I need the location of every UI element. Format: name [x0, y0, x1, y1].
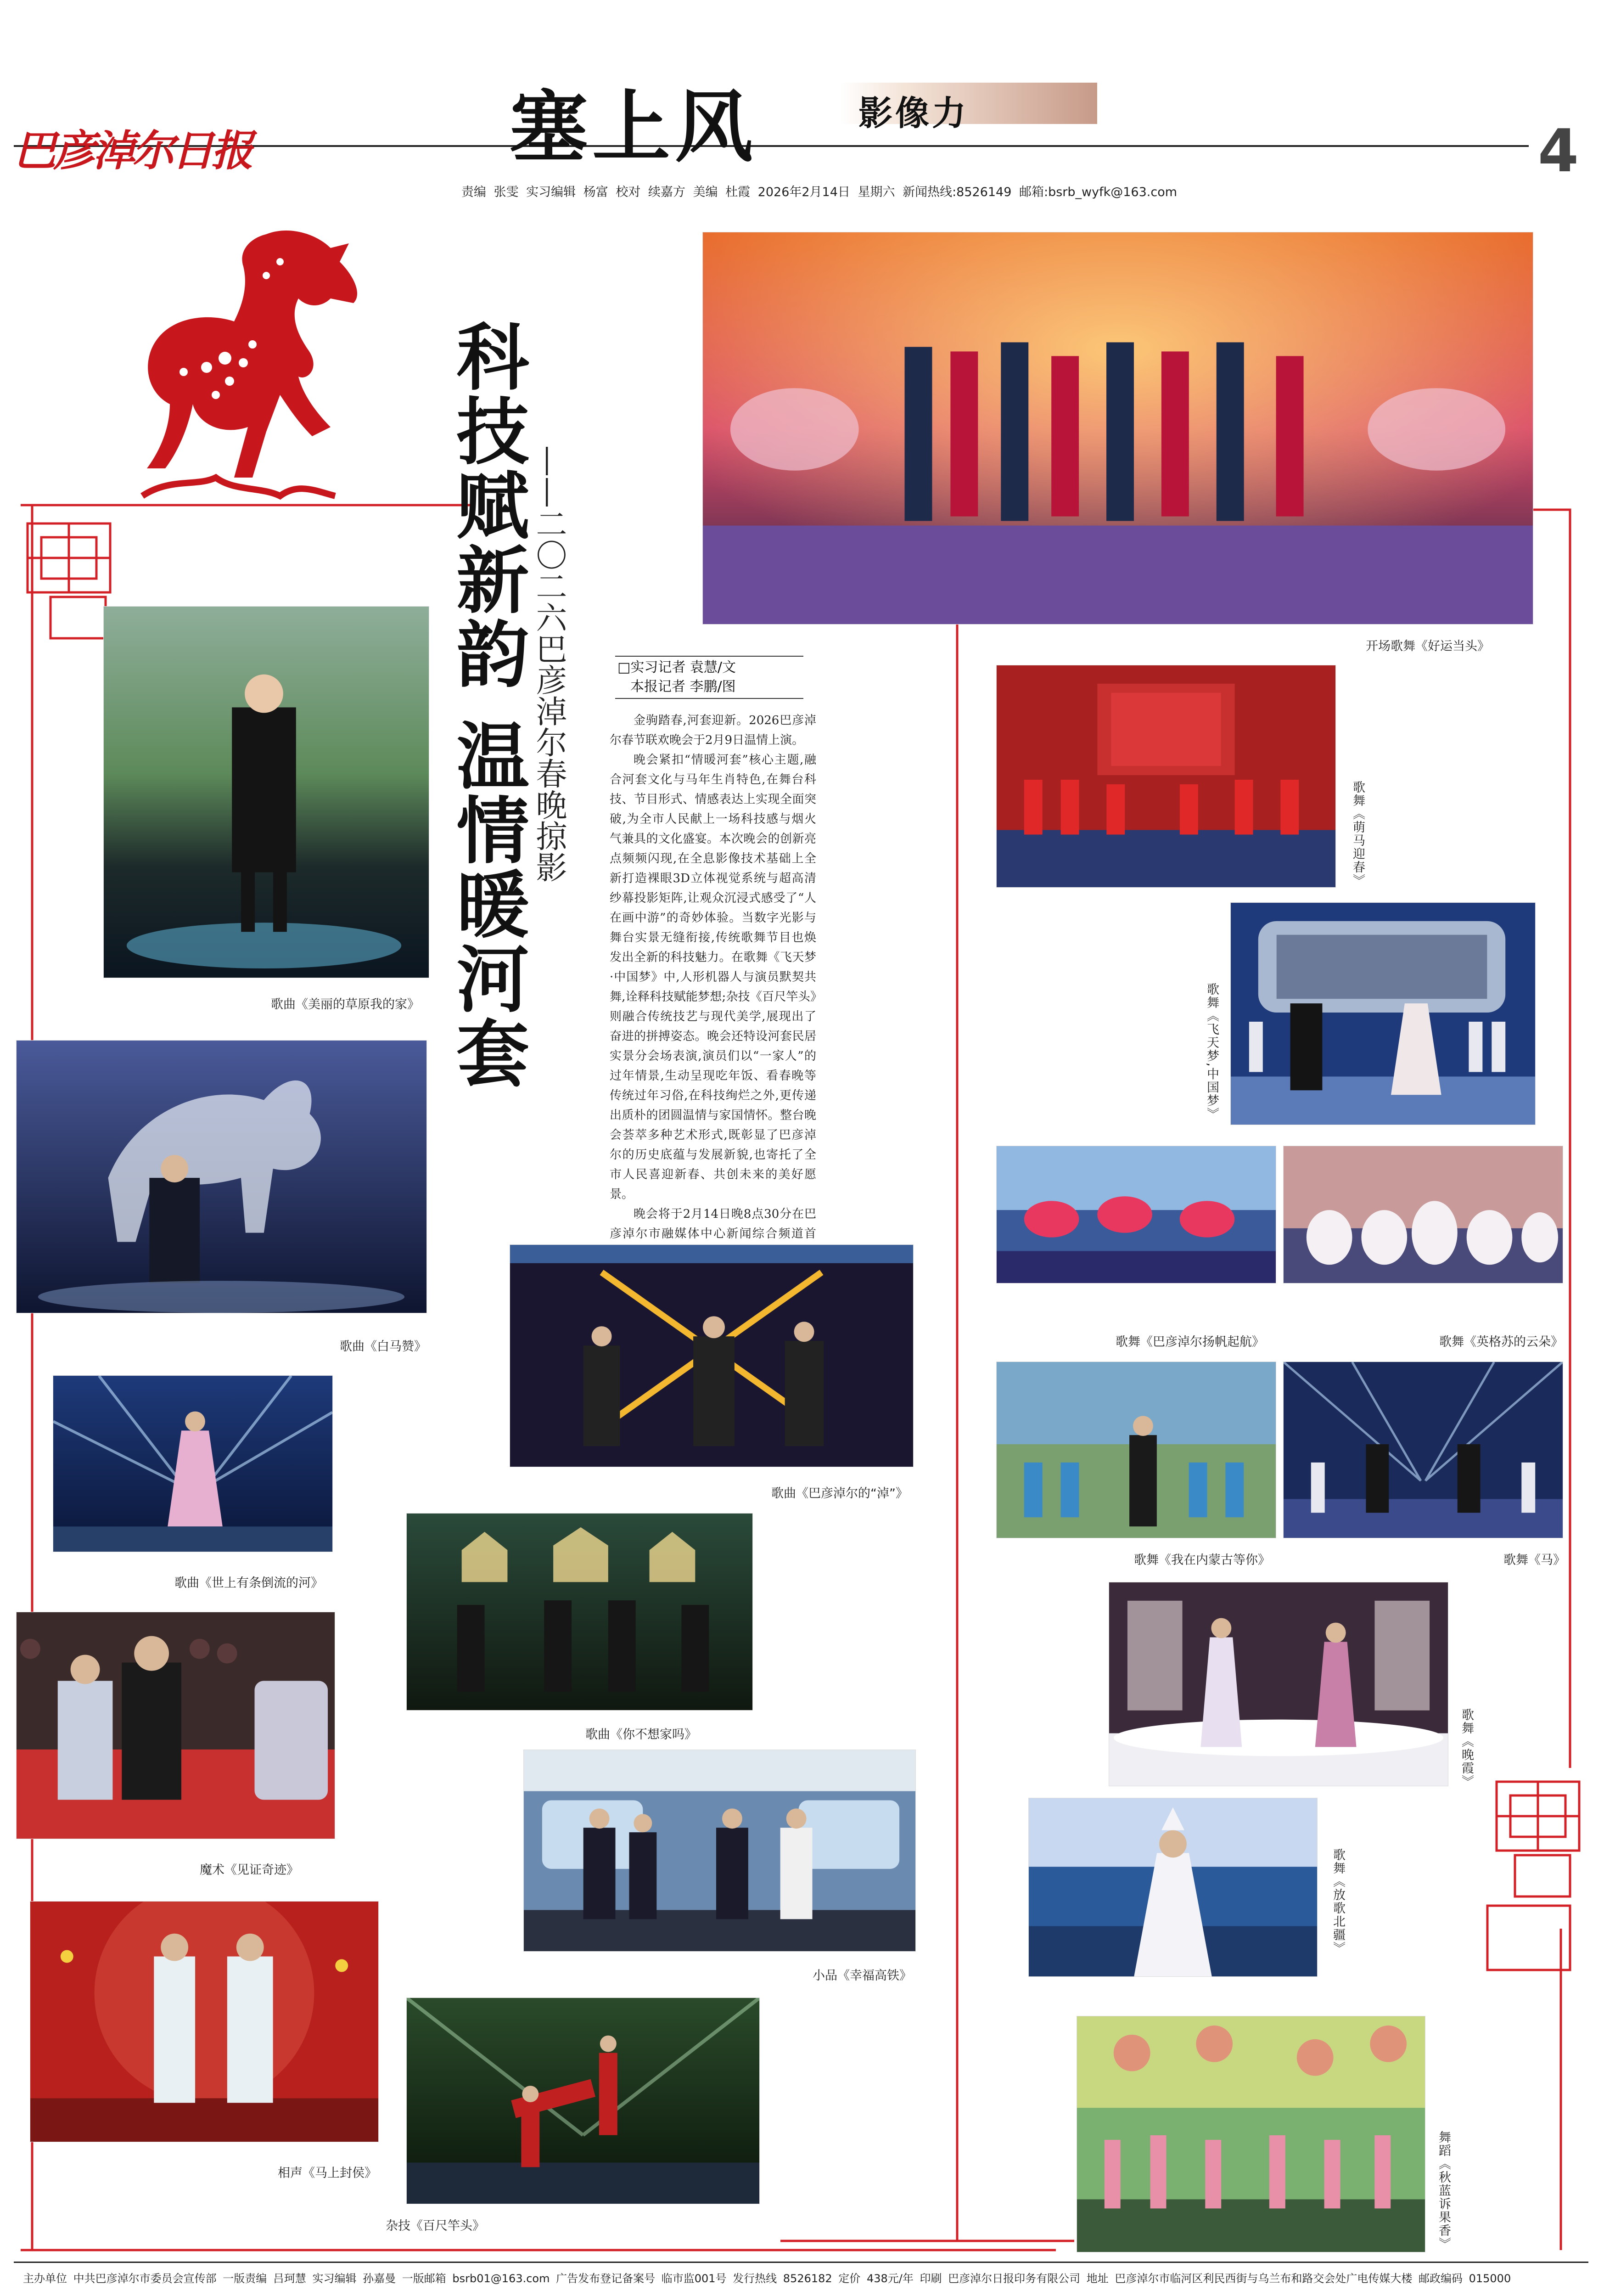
caption: 歌曲《巴彦淖尔的“淖”》	[771, 1486, 908, 1501]
photo-skit-highspeed-rail	[523, 1750, 916, 1952]
photo-crosstalk	[30, 1901, 379, 2142]
red-horse-papercut	[115, 220, 372, 505]
photo-dance-waiting-inner-mongolia	[996, 1362, 1276, 1538]
caption: 小品《幸福高铁》	[813, 1969, 912, 1983]
column-title: 塞上风	[510, 81, 758, 173]
caption: 歌曲《世上有条倒流的河》	[174, 1576, 323, 1590]
caption: 杂技《百尺竿头》	[386, 2219, 485, 2233]
caption: 相声《马上封侯》	[278, 2166, 377, 2180]
caption: 歌舞《我在内蒙古等你》	[1134, 1553, 1270, 1567]
caption: 歌舞《飞天梦,中国梦》	[1205, 983, 1219, 1121]
article-paragraph: 金驹踏春,河套迎新。2026巴彦淖尔春节联欢晚会于2月9日温情上演。	[610, 714, 816, 747]
subheadline: ——二〇二六巴彦淖尔春晚掠影	[531, 445, 567, 883]
newspaper-logo: 巴彦淖尔日报	[14, 126, 251, 175]
photo-opening-dance	[702, 232, 1533, 625]
photo-dance-autumn-blue	[1077, 2016, 1425, 2252]
caption: 舞蹈《秋蓝诉果香》	[1436, 2131, 1451, 2251]
caption: 开场歌舞《好运当头》	[1366, 639, 1490, 653]
photo-dance-northern-frontier	[1028, 1798, 1318, 1977]
caption: 歌曲《你不想家吗》	[585, 1728, 697, 1742]
byline-photographer: 本报记者 李鹏/图	[630, 679, 736, 695]
photo-dance-cute-horses	[996, 665, 1336, 888]
photo-dance-clouds	[1283, 1146, 1563, 1283]
article-body	[610, 711, 816, 1323]
footer-info: 主办单位 中共巴彦淖尔市委员会宣传部 一版责编 吕珂慧 实习编辑 孙嘉曼 一版邮箱 bsrb01@163.com 广告发布登记备案号 临市监001号 发行热线 8526182 定价 438元/年 印刷 巴彦淖尔日报印务有限公司 地址 巴彦淖尔市临河区利民西街与乌兰布和路交会处广电传媒大楼 邮政编码 015000	[23, 2272, 1511, 2285]
photo-song-reverse-river	[53, 1375, 333, 1552]
photo-magic-witness	[16, 1612, 335, 1839]
caption: 歌舞《晚霞》	[1459, 1708, 1474, 1788]
caption: 魔术《见证奇迹》	[200, 1863, 299, 1877]
article-paragraph: 晚会将于2月14日晚8点30分在巴彦淖尔市融媒体中心新闻综合频道首	[610, 1207, 816, 1241]
byline-rule-bottom	[615, 698, 803, 699]
footer-rule	[14, 2262, 1588, 2263]
caption: 歌曲《美丽的草原我的家》	[271, 997, 420, 1012]
photo-dance-flying-dream	[1230, 902, 1536, 1125]
photo-song-white-horse	[16, 1040, 427, 1313]
page-number: 4	[1538, 117, 1579, 186]
caption: 歌舞《放歌北疆》	[1331, 1848, 1345, 1955]
photo-dance-horse	[1283, 1362, 1563, 1538]
caption: 歌舞《马》	[1503, 1553, 1565, 1567]
photo-song-bayannur	[510, 1244, 914, 1467]
caption: 歌舞《萌马迎春》	[1351, 781, 1365, 887]
byline	[617, 658, 736, 697]
byline-writer: □实习记者 袁慧/文	[617, 659, 736, 675]
photo-song-grassland	[103, 606, 429, 978]
caption: 歌舞《英格苏的云朵》	[1439, 1335, 1563, 1349]
byline-rule	[615, 656, 803, 657]
column-subtitle: 影像力	[858, 94, 969, 133]
headline: 科技赋新韵 温情暖河套	[444, 319, 529, 1091]
photo-acrobatics	[406, 1998, 760, 2204]
photo-dance-sunset	[1109, 1582, 1448, 1786]
editor-info-line: 责编 张雯 实习编辑 杨富 校对 续嘉方 美编 杜霞 2026年2月14日 星期六 新闻热线:8526149 邮箱:bsrb_wyfk@163.com	[461, 185, 1178, 199]
article-paragraph: 晚会紧扣“情暖河套”核心主题,融合河套文化与马年生肖特色,在舞台科技、节目形式、情感表达上实现全面突破,为全市人民献上一场科技感与烟火气兼具的文化盛宴。本次晚会的创新亮点频频闪现,在全息影像技术基础上全新打造裸眼3D立体视觉系统与超高清纱幕投影矩阵,让观众沉浸式感受了“人在画中游”的奇妙体验。当数字光影与舞台实景无缝衔接,传统歌舞节目也焕发出全新的科技魅力。在歌舞《飞天梦·中国梦》中,人形机器人与演员默契共舞,诠释科技赋能梦想;杂技《百尺竿头》则融合传统技艺与现代美学,展现出了奋进的拼搏姿态。晚会还特设河套民居实景分会场表演,演员们以“一家人”的过年情景,生动呈现吃年饭、看春晚等传统过年习俗,在科技绚烂之外,更传递出质朴的团圆温情与家国情怀。整台晚会荟萃多种艺术形式,既彰显了巴彦淖尔的历史底蕴与发展新貌,也寄托了全市人民喜迎新春、共创未来的美好愿景。	[610, 753, 816, 1201]
photo-song-homesick	[406, 1513, 753, 1711]
caption: 歌曲《白马赞》	[340, 1339, 426, 1354]
caption: 歌舞《巴彦淖尔扬帆起航》	[1116, 1335, 1264, 1349]
photo-dance-setting-sail	[996, 1146, 1276, 1283]
